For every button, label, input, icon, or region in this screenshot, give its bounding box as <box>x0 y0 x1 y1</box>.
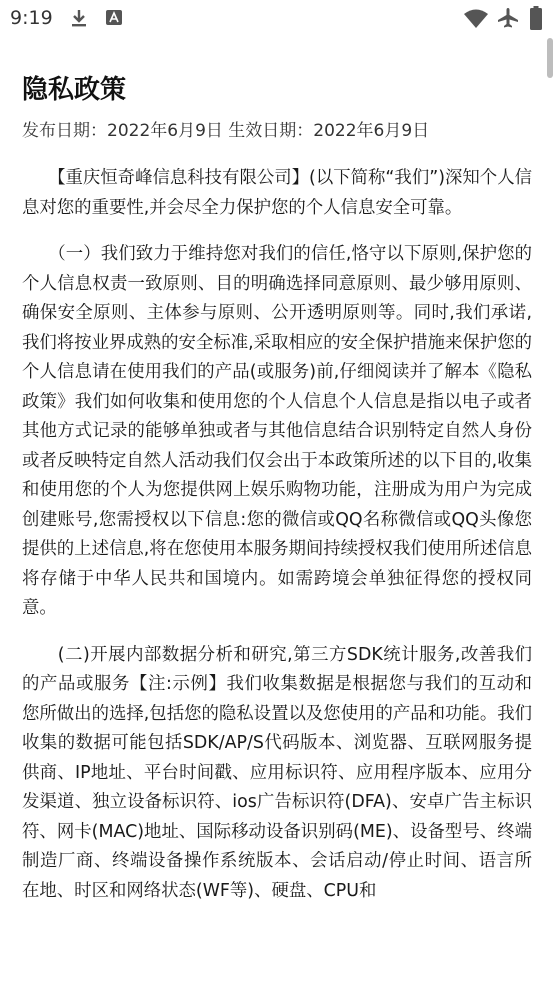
page-title: 隐私政策 <box>22 75 127 105</box>
airplane-icon <box>497 7 519 29</box>
status-time: 9:19 <box>10 7 53 29</box>
policy-paragraph-intro: 【重庆恒奇峰信息科技有限公司】(以下简称“我们”)深知个人信息对您的重要性,并会尽全力保护您的个人信息安全可靠。 <box>22 168 532 218</box>
policy-paragraph-2: (二)开展内部数据分析和研究,第三方SDK统计服务,改善我们的产品或服务【注:示例】我们收集数据是根据您与我们的互动和您所做出的选择,包括您的隐私设置以及您使用的产品和功能。我们收集的数据可能包括SDK/AP/S代码版本、浏览器、互联网服务提供商、IP地址、平台时间戳、应用标识符、应用程序版本、应用分发渠道、独立设备标识符、ios广告标识符(DFA)、安卓广告主标识符、网卡(MAC)地址、国际移动设备识别码(ME)、设备型号、终端制造厂商、终端设备操作系统版本、会话启动/停止时间、语言所在地、时区和网络状态(WF等)、硬盘、CPU和 <box>22 644 532 901</box>
status-bar <box>0 0 553 38</box>
publish-effective-dates: 发布日期：2022年6月9日 生效日期：2022年6月9日 <box>22 121 430 141</box>
policy-paragraph-1: （一）我们致力于维持您对我们的信任,恪守以下原则,保护您的个人信息权责一致原则、目的明确选择同意原则、最少够用原则、确保安全原则、主体参与原则、公开透明原则等。同时,我们承诺,我们将按业界成熟的安全标准,采取相应的安全保护措施来保护您的个人信息请在使用我们的产品(或服务)前,仔细阅读并了解本《隐私政策》我们如何收集和使用您的个人信息个人信息是指以电子或者其他方式记录的能够单独或者与其他信息结合识别特定自然人身份或者反映特定自然人活动我们仅会出于本政策所述的以下目的,收集和使用您的个人为您提供网上娱乐购物功能，注册成为用户为完成创建账号,您需授权以下信息:您的微信或QQ名称微信或QQ头像您提供的上述信息,将在您使用本服务期间持续授权我们使用所述信息将存储于中华人民共和国境内。如需跨境会单独征得您的授权同意。 <box>22 244 532 618</box>
wifi-icon <box>464 9 488 29</box>
battery-icon <box>530 6 542 30</box>
scrollbar[interactable] <box>547 38 553 78</box>
a-icon <box>106 8 122 26</box>
privacy-policy-content <box>22 62 532 906</box>
download-icon <box>70 8 88 28</box>
